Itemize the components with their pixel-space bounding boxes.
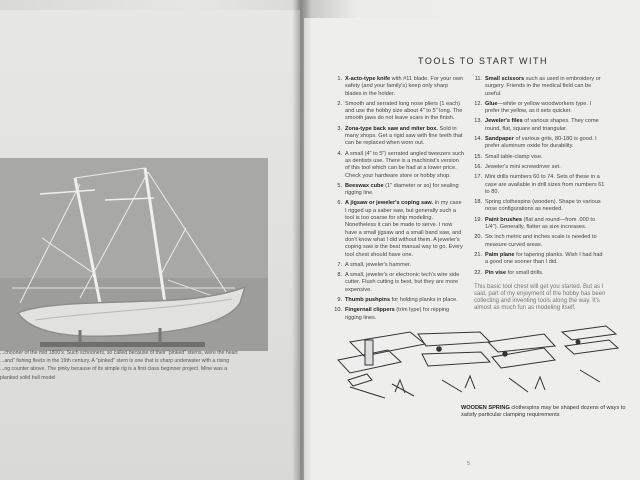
tool-list-item bbox=[334, 297, 464, 304]
item-number: 15. bbox=[474, 153, 482, 160]
item-text bbox=[345, 76, 464, 98]
caption-line: planked solid hull model bbox=[0, 374, 56, 381]
item-rest: for holding planks in place. bbox=[390, 297, 458, 304]
tool-list-item bbox=[334, 151, 464, 180]
item-rest: A small, jeweler's hammer. bbox=[345, 261, 412, 268]
item-text bbox=[345, 183, 464, 198]
caption-rest: clothespins may be shaped dozens of ways to satisfy particular clamping requirements bbox=[461, 405, 626, 418]
item-text bbox=[485, 118, 606, 133]
item-number: 14. bbox=[474, 136, 482, 143]
item-number: 5. bbox=[337, 182, 342, 189]
tool-list-item bbox=[334, 262, 464, 269]
item-bold: X-acto-type knife bbox=[345, 76, 391, 82]
tool-list-item bbox=[474, 154, 606, 161]
item-number: 22. bbox=[474, 269, 482, 276]
item-number: 7. bbox=[337, 261, 342, 268]
item-text bbox=[485, 252, 606, 267]
item-rest: Jeweler's mini screwdriver set. bbox=[485, 163, 561, 170]
item-rest: Smooth and serrated long nose pliers (1 each) and use the hobby size about 4" to 5" long. The smooth jaws do not leave scars in the finish. bbox=[345, 100, 463, 122]
item-bold: A jigsaw or jeweler's coping saw. bbox=[345, 200, 433, 207]
page-number: 5 bbox=[467, 461, 470, 467]
item-number: 18. bbox=[474, 199, 482, 206]
item-rest: Mini drills numbers 60 to 74. Sets of these in a case are available in drill sizes from numbers 61 to 80. bbox=[485, 174, 605, 195]
item-bold: Sandpaper bbox=[485, 136, 514, 143]
item-bold: Paint brushes bbox=[485, 216, 522, 223]
item-number: 16. bbox=[474, 163, 482, 170]
page-title: TOOLS TO START WITH bbox=[418, 56, 549, 66]
item-text bbox=[485, 174, 606, 196]
item-rest: of various grits, 80-180 is good. I prefer aluminum oxide for durability. bbox=[485, 136, 597, 150]
item-rest: (flat and round—from .000 to 1/4"). Generally, flatter as size increases. bbox=[485, 216, 596, 231]
tool-list-item bbox=[474, 101, 606, 116]
item-number: 8. bbox=[337, 272, 342, 279]
item-rest: for tapering planks. Wish I had had a good one sooner than I did. bbox=[485, 251, 603, 266]
left-page bbox=[0, 10, 300, 480]
caption-bold: WOODEN SPRING bbox=[461, 405, 510, 411]
item-rest: Sold in many shops. Get a rigid saw with fine teeth that can be replaced when worn out. bbox=[345, 125, 463, 147]
item-number: 11. bbox=[474, 76, 482, 82]
illustration-caption bbox=[461, 405, 631, 419]
photo-caption bbox=[0, 349, 274, 382]
tool-list-item bbox=[474, 164, 606, 171]
item-rest: (trim type) for nipping rigging lines. bbox=[345, 307, 450, 321]
item-bold: Pin vise bbox=[485, 269, 507, 276]
item-text bbox=[485, 154, 606, 161]
item-number: 12. bbox=[474, 100, 482, 107]
item-text bbox=[485, 270, 606, 277]
clothespin-illustration bbox=[330, 312, 620, 404]
item-text bbox=[485, 136, 606, 151]
tools-list-right bbox=[474, 76, 606, 312]
item-number: 17. bbox=[474, 174, 482, 181]
caption-line: ...chooner of the mid 1800's. Such schooners, so called because of their "pinked" sterns, were the heart bbox=[0, 350, 238, 356]
item-rest: Small table-clamp vise. bbox=[485, 153, 543, 160]
item-number: 6. bbox=[337, 200, 342, 207]
item-text bbox=[485, 234, 606, 249]
item-text bbox=[485, 76, 606, 98]
item-bold: Glue bbox=[485, 100, 498, 107]
tool-list-item bbox=[334, 101, 464, 123]
tool-list-item bbox=[474, 76, 606, 98]
item-rest: A small, jeweler's or electronic tech's wire side cutter. Flush cutting is best, but they are more expensive. bbox=[345, 272, 460, 293]
item-number: 2. bbox=[337, 100, 342, 107]
caption-line: ...and" fishing fleets in the 19th century. A "pinked" stern is one that is sharp underwater with a rising bbox=[0, 358, 230, 365]
tool-list-item bbox=[334, 126, 464, 148]
item-bold: Jeweler's files bbox=[485, 118, 523, 125]
item-bold: Beeswax cube bbox=[345, 182, 384, 189]
item-number: 19. bbox=[474, 216, 482, 223]
tool-list-item bbox=[474, 270, 606, 277]
pinky-schooner-image bbox=[0, 158, 268, 351]
tool-list-item bbox=[474, 136, 606, 151]
caption-line: ...ng counter above. The pinky because of its simple rig is a first class beginner project. Mine was a bbox=[0, 366, 228, 373]
item-number: 4. bbox=[337, 150, 342, 157]
tool-list-item bbox=[474, 234, 606, 249]
tool-list-item bbox=[474, 118, 606, 133]
item-text bbox=[485, 199, 606, 214]
item-rest: In my case I rigged up a saber saw, but generally such a tool is too coarse for ship modeling. Nonetheless it can be made to serve. I now have a small jigsaw and a small band saw, and don't know what I did without them. A jeweler's coping saw is the best manual way to go. Every tool chest should have one. bbox=[345, 200, 463, 258]
tool-list-item bbox=[474, 174, 606, 196]
tool-list-item bbox=[334, 183, 464, 198]
item-bold: Zona-type back saw and miter box. bbox=[345, 125, 438, 132]
item-text bbox=[485, 101, 606, 116]
item-bold: Thumb pushpins bbox=[345, 297, 391, 304]
closing-paragraph: This basic tool chest will get you started. But as I said, part of my enjoyment of the hobby has been collecting and inventing tools along the way. It's almost as much fun as modeling itself. bbox=[474, 283, 606, 311]
tool-list-item bbox=[334, 200, 464, 258]
item-text bbox=[345, 297, 464, 304]
book-gutter bbox=[292, 0, 312, 480]
tool-list-item bbox=[334, 272, 464, 294]
item-text bbox=[345, 101, 464, 123]
tool-list-item bbox=[474, 252, 606, 267]
item-number: 13. bbox=[474, 118, 482, 125]
item-rest: A small (4" to 5") serrated angled tweezers such as dentists use. There is a machinist's version of this tool which can be had at a lower price. Check your hardware store or hobby shop. bbox=[345, 150, 465, 179]
tool-list-item bbox=[334, 76, 464, 98]
item-rest: such as used in embroidery or surgery. Friends in the medical field can be useful. bbox=[485, 76, 601, 97]
item-number: 9. bbox=[337, 297, 342, 304]
item-text bbox=[345, 151, 464, 180]
item-number: 21. bbox=[474, 251, 482, 258]
tool-list-item bbox=[474, 199, 606, 214]
item-number: 3. bbox=[337, 125, 342, 132]
item-rest: of various shapes. They come round, flat, square and triangular. bbox=[485, 118, 599, 132]
item-rest: (1" diameter or so) for sealing rigging line. bbox=[345, 182, 459, 197]
tools-list-left bbox=[334, 76, 464, 325]
item-text bbox=[345, 262, 464, 269]
item-text bbox=[345, 126, 464, 148]
item-bold: Fingernail clippers bbox=[345, 307, 395, 314]
item-text bbox=[485, 164, 606, 171]
item-rest: for small drills. bbox=[506, 269, 544, 276]
item-number: 1. bbox=[337, 76, 342, 82]
item-rest: Spring clothespins (wooden). Shape to various nose configurations as needed. bbox=[485, 199, 601, 213]
item-rest: Six inch metric and inches scale is needed to measure curved areas. bbox=[485, 234, 597, 248]
item-text bbox=[485, 217, 606, 232]
item-rest: —white or yellow woodworkers type. I prefer the yellow, as it sets quicker. bbox=[485, 100, 592, 115]
item-text bbox=[345, 272, 464, 294]
tool-list-item bbox=[474, 217, 606, 232]
item-number: 20. bbox=[474, 234, 482, 241]
item-number: 10. bbox=[334, 307, 342, 314]
item-bold: Small scissors bbox=[485, 76, 525, 82]
item-bold: Palm plane bbox=[485, 251, 515, 258]
item-text bbox=[345, 200, 464, 258]
ship-model-photo bbox=[0, 158, 268, 351]
item-rest: with #11 blade. For your own safety (and your family's) keep only sharp blades in the holder. bbox=[345, 76, 464, 97]
